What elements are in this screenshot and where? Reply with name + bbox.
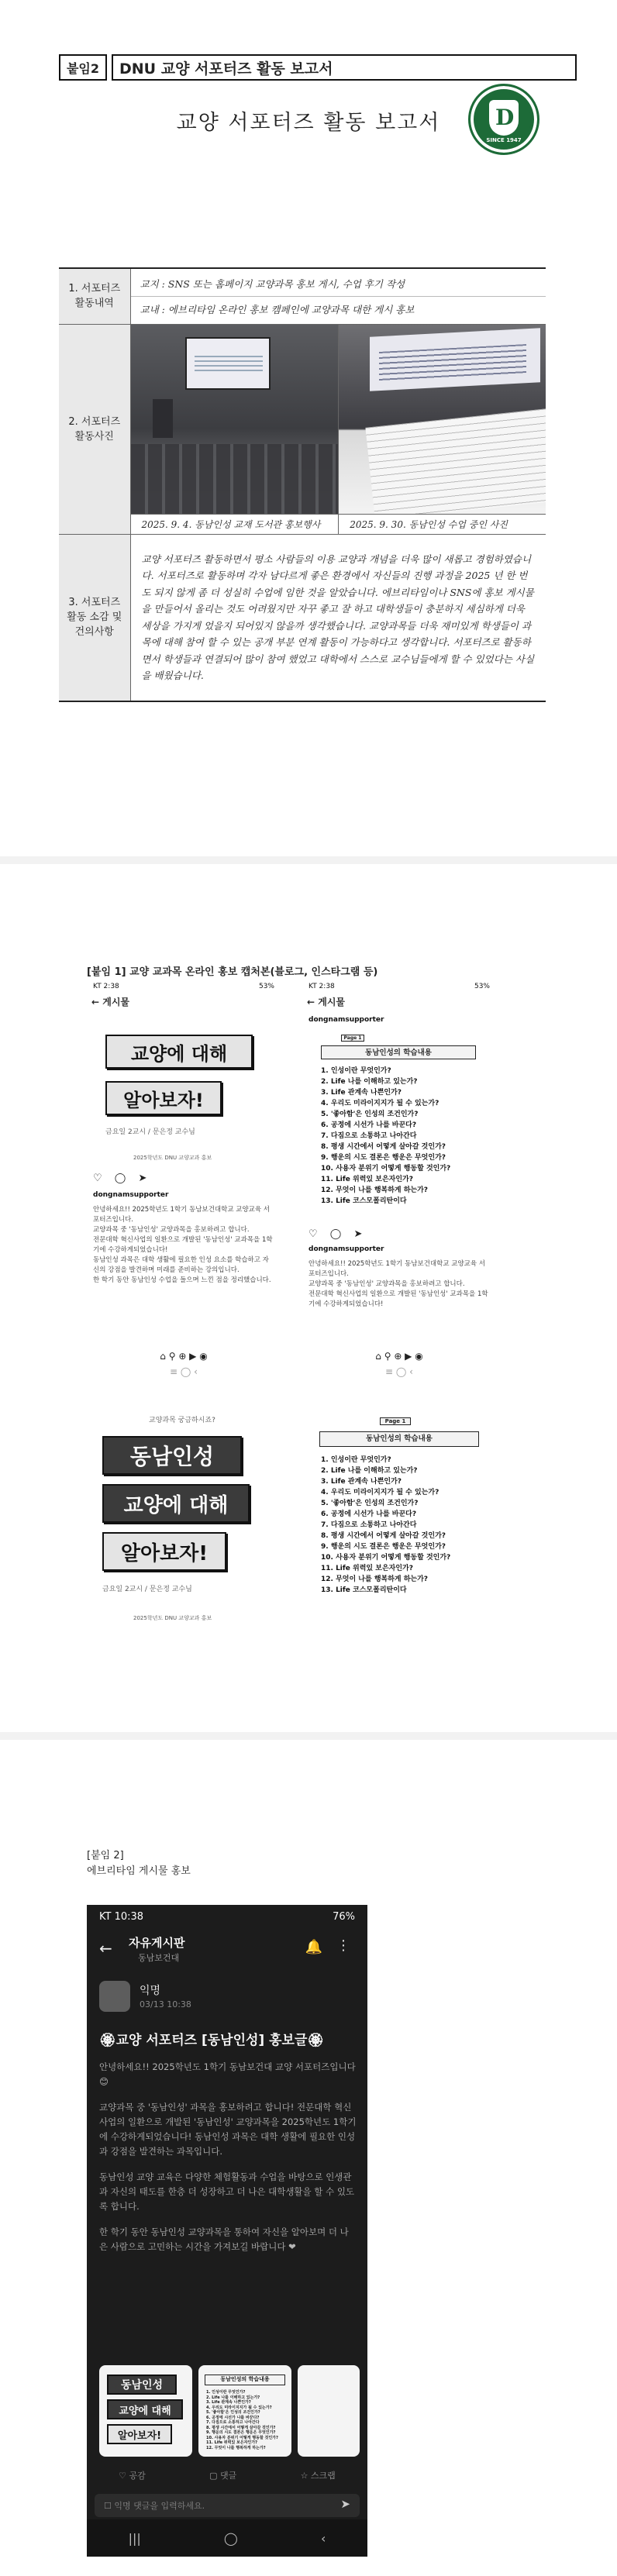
avatar [99, 1981, 130, 2012]
activity-line-1: 교지 : SNS 또는 홈페이지 교양과목 홍보 게시, 수업 후기 작성 [140, 277, 405, 290]
instagram-screenshot-1 [87, 980, 281, 1383]
label-photos-text: 2. 서포터즈 활동사진 [68, 415, 121, 443]
lesson-item: 4. 우리도 미라이지지가 될 수 있는가? [321, 1489, 439, 1496]
capture-page [0, 864, 617, 1732]
everytime-heading [87, 1848, 191, 1879]
lesson-item: 9. 행운의 시도 결론은 행운은 무엇인가? [321, 1543, 446, 1551]
phone-battery: 76% [333, 1910, 355, 1923]
lesson-item: 5. '좋아함'은 인성의 조건인가? [321, 1111, 419, 1118]
feedback-cell [130, 534, 546, 701]
attached-image-1[interactable] [99, 2365, 192, 2457]
app-navbar[interactable]: ⌂ ⚲ ⊕ ▶ ◉ [160, 1351, 208, 1362]
lesson-item: 7. 다짐으로 소통하고 나아간다 [321, 1132, 417, 1140]
list-badge: Page 1 [341, 1035, 364, 1042]
status-bar [302, 980, 496, 993]
post-action-icons[interactable]: ♡ ◯ ➤ [93, 1173, 152, 1184]
lesson-item: 8. 평생 시간에서 어떻게 살아갈 것인가? [321, 1143, 446, 1151]
label-activity-text: 1. 서포터즈 활동내역 [68, 283, 121, 310]
lesson-item: 1. 인성이란 무엇인가? [321, 1067, 391, 1075]
lectern [153, 399, 173, 438]
label-feedback [59, 534, 130, 701]
post-actions [87, 2469, 367, 2488]
caption-line: 교양과목 중 '동남인성' 교양과목을 홍보하려고 합니다. [308, 1280, 465, 1288]
slab-about: 교양에 대해 [102, 1484, 250, 1523]
photo-caption-1: 2025. 9. 4. 동남인성 교재 도서관 홍보행사 [131, 514, 339, 534]
lesson-item: 8. 평생 시간에서 어떻게 살아갈 것인가? [206, 2425, 276, 2430]
system-navbar[interactable]: ≡ ◯ ‹ [385, 1366, 413, 1377]
system-navbar[interactable]: ≡ ◯ ‹ [170, 1366, 198, 1377]
printed-handout [366, 408, 546, 513]
slab-about: 교양에 대해 [105, 1035, 253, 1069]
status-bar [87, 980, 281, 993]
card-slab: 동남인성 [107, 2375, 177, 2395]
post-date: 03/13 10:38 [140, 1999, 191, 2009]
post-title: 🏵교양 서포터즈 [동남인성] 홍보글🏵 [99, 2033, 324, 2048]
lesson-item: 2. Life 나를 이해하고 있는가? [321, 1078, 418, 1086]
seal-letter: D [495, 105, 515, 130]
header-title: DNU 교양 서포터즈 활동 보고서 [112, 54, 577, 81]
report-page [0, 0, 617, 856]
photo-caption-2: 2025. 9. 30. 동남인성 수업 중인 사진 [339, 514, 546, 534]
lesson-card-large [302, 1407, 496, 1639]
card-top-label: 교양과목 궁금하시죠? [149, 1417, 215, 1424]
everytime-page [0, 1740, 617, 2576]
card-credit: 금요일 2교시 / 문은정 교수님 [105, 1128, 195, 1136]
lesson-item: 10. 사용자 분위기 어떻게 행동할 것인가? [206, 2435, 278, 2440]
lesson-item: 7. 다짐으로 소통하고 나아간다 [206, 2420, 260, 2425]
report-table [59, 267, 546, 702]
card-footer: 2025학년도 DNU 교양교과 홍보 [133, 1615, 212, 1621]
document-title: 교양 서포터즈 활동 보고서 [176, 111, 441, 135]
label-activity [59, 268, 130, 324]
status-battery: 53% [258, 983, 274, 990]
university-seal-icon [468, 84, 539, 155]
lesson-item: 3. Life 관계속 나쁜인가? [321, 1089, 402, 1097]
auditorium-seats [131, 444, 339, 514]
lesson-item: 7. 다짐으로 소통하고 나아간다 [321, 1521, 417, 1529]
lesson-item: 3. Life 관계속 나쁜인가? [206, 2400, 251, 2405]
class-material-photo [339, 325, 546, 514]
promo-card [87, 1011, 281, 1166]
caption-line: 안녕하세요!! 2025학년도 1학기 동남보건대학교 교양교육 서포터즈입니다. [308, 1260, 486, 1278]
lesson-item: 5. '좋아함'은 인성의 조건인가? [206, 2410, 260, 2415]
report-header [59, 54, 577, 82]
board-name: 자유게시판 [129, 1936, 185, 1950]
lesson-item: 3. Life 관계속 나쁜인가? [321, 1478, 402, 1486]
back-icon[interactable]: ‹ [321, 2530, 326, 2546]
card-list-header: 동남인성의 학습내용 [205, 2375, 285, 2385]
lesson-item: 10. 사용자 분위기 어떻게 행동할 것인가? [321, 1165, 451, 1173]
more-icon[interactable]: ⋮ [336, 1937, 350, 1954]
activity-cell [130, 268, 546, 324]
attached-image-3[interactable] [298, 2365, 360, 2457]
bell-icon[interactable]: 🔔 [305, 1939, 322, 1955]
lesson-item: 13. Life 코스모폴리탄이다 [321, 1197, 407, 1205]
post-action-icons[interactable]: ♡ ◯ ➤ [308, 1228, 367, 1240]
lesson-item: 1. 인성이란 무엇인가? [321, 1456, 391, 1464]
post-username[interactable]: dongnamsupporter [308, 1016, 384, 1024]
slab-learn: 알아보자! [105, 1081, 222, 1115]
caption-line: 교양과목 중 '동남인성' 교양과목을 홍보하려고 합니다. [93, 1226, 250, 1234]
photo-cell-2 [338, 325, 546, 534]
comment-input[interactable]: ☐ 익명 댓글을 입력하세요. [95, 2494, 360, 2517]
lesson-item: 11. Life 위력있 보은자인가? [206, 2440, 258, 2445]
caption-line: 전문대학 혁신사업의 일환으로 개발된 '동남인성' 교과목을 1학기에 수강하게되었습니다! [308, 1290, 488, 1308]
post-paragraph: 한 학기 동안 동남인성 교양과목을 통하여 자신을 알아보며 더 나은 사람으로 고민하는 시간을 가져보길 바랍니다 ❤ [99, 2226, 349, 2252]
post-body [99, 2060, 357, 2265]
post-caption [93, 1205, 274, 1286]
caption-line: 한 학기 동안 동남인성 수업을 들으며 느낀 점을 정리했습니다. [93, 1276, 271, 1284]
card-credit: 금요일 2교시 / 문은정 교수님 [102, 1586, 192, 1593]
status-time: KT 2:38 [308, 983, 335, 990]
like-button[interactable]: ♡ 공감 [119, 2471, 146, 2481]
phone-nav-bar [87, 2519, 367, 2557]
post-paragraph: 안녕하세요!! 2025학년도 1학기 동남보건대 교양 서포터즈입니다 😊 [99, 2061, 356, 2087]
lesson-item: 6. 공정에 시선가 나를 바꾼다? [321, 1510, 417, 1518]
app-navbar[interactable]: ⌂ ⚲ ⊕ ▶ ◉ [375, 1351, 423, 1362]
card-list [206, 2390, 278, 2450]
lecture-hall-photo [131, 325, 339, 514]
home-icon[interactable]: ◯ [223, 2530, 238, 2546]
card-footer: 2025학년도 DNU 교양교과 홍보 [133, 1155, 212, 1161]
card-slab: 교양에 대해 [107, 2399, 183, 2419]
lesson-list [321, 1455, 450, 1596]
attached-image-2[interactable] [198, 2365, 291, 2457]
lesson-item: 9. 행운의 시도 결론은 행운은 무엇인가? [321, 1154, 446, 1162]
seal-shield [489, 100, 519, 136]
list-badge: Page 1 [380, 1417, 411, 1425]
back-arrow-icon[interactable]: ← [99, 1939, 112, 1958]
row-activity [59, 268, 546, 324]
post-topbar[interactable]: ← 게시물 [307, 996, 346, 1007]
caption-line: 안녕하세요!! 2025학년도 1학기 동남보건대학교 교양교육 서포터즈입니다. [93, 1206, 271, 1224]
status-time: KT 2:38 [93, 983, 119, 990]
photos-cell [130, 324, 546, 534]
post-username[interactable]: dongnamsupporter [308, 1245, 384, 1253]
list-header: 동남인성의 학습내용 [321, 1045, 476, 1059]
lesson-item: 4. 우리도 미라이지지가 될 수 있는가? [206, 2405, 272, 2410]
status-battery: 53% [474, 983, 490, 990]
lesson-item: 6. 공정에 시선가 나를 바꾼다? [206, 2415, 260, 2420]
recent-apps-icon[interactable]: ||| [128, 2530, 141, 2546]
caption-line: 동남인성 과목은 대학 생활에 필요한 인성 요소를 학습하고 자신의 강점을 발견하며 미래를 준비하는 강의입니다. [93, 1256, 269, 1274]
attachment-number: [붙임 2] [87, 1850, 124, 1861]
lesson-item: 11. Life 위력있 보은자인가? [321, 1176, 413, 1183]
lesson-item: 5. '좋아함'은 인성의 조건인가? [321, 1500, 419, 1507]
post-caption [308, 1259, 490, 1310]
promo-card-large [87, 1407, 281, 1639]
send-icon[interactable]: ➤ [340, 2497, 350, 2511]
lesson-item: 1. 인성이란 무엇인가? [206, 2390, 246, 2395]
capture-page-title: [붙임 1] 교양 교과목 온라인 홍보 캡처본(블로그, 인스타그램 등) [87, 966, 378, 978]
label-photos [59, 324, 130, 534]
lesson-item: 2. Life 나를 이해하고 있는가? [206, 2395, 260, 2400]
lesson-item: 12. 무엇이 나를 행복하게 하는가? [321, 1186, 429, 1194]
instagram-screenshot-2 [302, 980, 496, 1383]
everytime-subtitle: 에브리타임 게시물 홍보 [87, 1865, 191, 1877]
lesson-item: 4. 우리도 미라이지지가 될 수 있는가? [321, 1100, 439, 1107]
everytime-screenshot [87, 1905, 367, 2519]
comment-button[interactable]: ▢ 댓글 [209, 2471, 237, 2481]
card-slab: 알아보자! [107, 2424, 172, 2444]
attached-images[interactable] [99, 2365, 367, 2457]
slab-learn: 알아보자! [102, 1532, 226, 1571]
feedback-text: 교양 서포터즈 활동하면서 평소 사람들의 이용 교양과 개념을 더욱 많이 새롭고 경험하였습니다. 서포터즈로 활동하며 각자 남다르게 좋은 환경에서 자신들의 진행 과정을 2025 년 한 번도 되지 않게 좀 더 성실히 수업에 임한 것을 알았습니다. 에브리타임이나 SNS에 홍보 게시물을 만들어서 올리는 것도 어려웠지만 자꾸 좋고 잘 하고 대학생들이 충분하지 세심하게 더욱 세상을 가지게 었을지 되어있지 않을까 생각했습니다. 교양과목들 더욱 재미있게 학생들이 과목에 대해 참여 할 수 있는 공개 부분 연계 활동이 가능하다고 생각합니다. 서포터즈로 활동하면서 학생들과 연결되어 많이 참여 했었고 대학에서 스스로 교수님들에게 할 수 있었다는 사실을 배웠습니다. [141, 553, 535, 682]
slab-dongnam: 동남인성 [102, 1436, 242, 1475]
seal-year: SINCE 1947 [486, 137, 522, 143]
projector-screen [185, 337, 271, 390]
post-username[interactable]: dongnamsupporter [93, 1191, 169, 1199]
caption-line: 전문대학 혁신사업의 일환으로 개발된 '동남인성' 교과목을 1학기에 수강하게되었습니다! [93, 1236, 273, 1254]
row-photos [59, 324, 546, 534]
lesson-item: 12. 무엇이 나를 행복하게 하는가? [206, 2445, 266, 2450]
scrap-button[interactable]: ☆ 스크랩 [300, 2471, 336, 2481]
lesson-item: 6. 공정에 시선가 나를 바꾼다? [321, 1121, 417, 1129]
lesson-list [321, 1066, 450, 1207]
attachment-tag: 붙임2 [59, 54, 107, 81]
post-paragraph: 동남인성 교양 교육은 다양한 체험활동과 수업을 바탕으로 인생관과 자신의 태도를 한층 더 성장하고 더 나은 대학생활을 할 수 있도록 합니다. [99, 2171, 355, 2212]
post-paragraph: 교양과목 중 '동남인성' 과목을 홍보하려고 합니다! 전문대학 혁신사업의 일환으로 개발된 '동남인성' 교양과목을 2025학년도 1학기에 수강하게되었습니다! 동남인성 과목은 대학 생활에 필요한 인성과 강점을 발견하는 과목입니다. [99, 2102, 357, 2157]
school-name: 동남보건대 [138, 1953, 180, 1963]
post-author: 익명 [140, 1985, 161, 1997]
board-topbar [87, 1928, 367, 1968]
lesson-item: 10. 사용자 분위기 어떻게 행동할 것인가? [321, 1554, 451, 1562]
lesson-item: 11. Life 위력있 보은자인가? [321, 1565, 413, 1572]
photo-cell-1 [131, 325, 339, 534]
lesson-item: 13. Life 코스모폴리탄이다 [321, 1586, 407, 1594]
activity-line-2: 교내 : 에브리타임 온라인 홍보 캠페인에 교양과목 대한 게시 홍보 [131, 296, 546, 322]
phone-status-bar [87, 1905, 367, 1928]
lesson-item: 8. 평생 시간에서 어떻게 살아갈 것인가? [321, 1532, 446, 1540]
row-feedback [59, 534, 546, 701]
list-header: 동남인성의 학습내용 [319, 1431, 479, 1447]
lesson-item: 2. Life 나를 이해하고 있는가? [321, 1467, 418, 1475]
lesson-item: 9. 행운의 시도 결론은 행운은 무엇인가? [206, 2430, 276, 2435]
post-topbar[interactable]: ← 게시물 [91, 996, 130, 1007]
lesson-item: 12. 무엇이 나를 행복하게 하는가? [321, 1576, 429, 1583]
phone-time: KT 10:38 [99, 1910, 144, 1923]
label-feedback-text: 3. 서포터즈 활동 소감 및 건의사항 [67, 597, 122, 639]
